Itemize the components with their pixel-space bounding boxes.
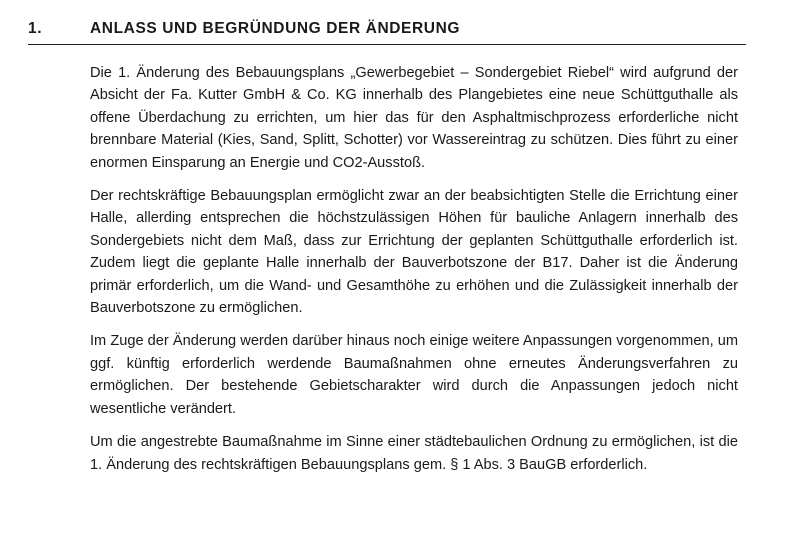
section-title: ANLASS UND BEGRÜNDUNG DER ÄNDERUNG xyxy=(90,20,461,37)
section-body xyxy=(90,62,738,487)
paragraph-1: Die 1. Änderung des Bebauungsplans „Gewerbegebiet – Sondergebiet Riebel“ wird aufgrund der Absicht der Fa. Kutter GmbH & Co. KG innerhalb des Plangebietes eine neue Schüttguthalle als offene Überdachung zu errichten, um hier das für den Asphaltmischprozess erforderliche nicht brennbare Material (Kies, Sand, Splitt, Schotter) vor Wassereintrag zu schützen. Dies führt zu einer enormen Einsparung an Energie und CO2-Ausstoß. xyxy=(90,65,738,171)
paragraph-3: Im Zuge der Änderung werden darüber hinaus noch einige weitere Anpassungen vorgenommen, um ggf. künftig erforderlich werdende Baumaßnahmen ohne erneutes Änderungsverfahren zu ermöglichen. Der bestehende Gebietscharakter wird durch die Anpassungen jedoch nicht wesentliche verändert. xyxy=(90,333,738,417)
section-number: 1. xyxy=(28,20,43,37)
paragraph-4: Um die angestrebte Baumaßnahme im Sinne einer städtebaulichen Ordnung zu ermöglichen, ist die 1. Änderung des rechtskräftigen Bebauungsplans gem. § 1 Abs. 3 BauGB erforderlich. xyxy=(90,434,738,473)
section-header xyxy=(28,18,746,45)
paragraph-2: Der rechtskräftige Bebauungsplan ermöglicht zwar an der beabsichtigten Stelle die Errichtung einer Halle, allerding entsprechen die höchstzulässigen Höhen für bauliche Anlagern innerhalb des Sondergebiets nicht dem Maß, dass zur Errichtung der geplanten Schüttguthalle erforderlich ist. Zudem liegt die geplante Halle innerhalb der Bauverbotszone der B17. Daher ist die Änderung primär erforderlich, um die Wand- und Gesamthöhe zu erhöhen und die Zulässigkeit innerhalb der Bauverbotszone zu ermöglichen. xyxy=(90,188,738,317)
